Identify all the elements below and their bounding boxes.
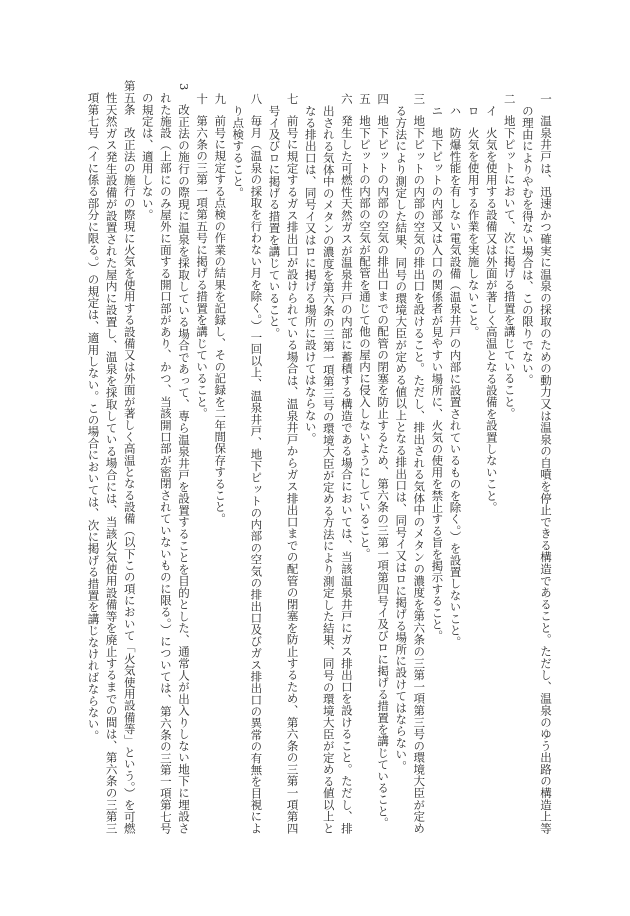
line-text: 号イ及びロに掲げる措置を講じていること。 <box>267 105 282 339</box>
line-text: 地下ピットの内部の空気の排出口までの配管の閉塞を防止するため、第六条の三第一項第四号イ及びロに掲げる措置を講じていること。 <box>376 115 391 829</box>
line-text: 防爆性能を有しない電気設備（温泉井戸の内部に設置されているものを除く。）を設置しないこと。 <box>448 127 463 648</box>
line-text: 出される気体中のメタンの濃度を第六条の三第一項第三号の環境大臣が定める方法により測定した結果、同号の環境大臣が定める値以上と <box>321 105 336 834</box>
item-number: 三 <box>412 93 427 105</box>
line-text: 第六条の三第一項第五号に掲げる措置を講じていること。 <box>195 115 210 420</box>
item-number: 十 <box>195 93 210 105</box>
line-text: 前号に規定するガス排出口が設けられている場合は、温泉井戸からガス排出口までの配管の閉塞を防止するため、第六条の三第一項第四 <box>285 115 300 834</box>
item-number: 一 <box>539 93 553 105</box>
item-number: 第五条 <box>122 80 137 116</box>
line-text: 改正法の施行の際現に温泉を採取している場合であって、専ら温泉井戸を設置することを目的とした、通常人が出入りしない地下に埋設さ <box>177 104 191 834</box>
line-text: 項第七号（イに係る部分に限る。）の規定は、適用しない。この場合においては、次に掲げる措置を講じなければならない。 <box>86 92 101 742</box>
item-number: 3 <box>177 83 191 91</box>
item-number: 九 <box>213 93 228 105</box>
line-text: 地下ピットの内部又は入口の関係者が見やすい場所に、火気の使用を禁止する旨を掲示すること。 <box>430 127 445 642</box>
item-number: 五 <box>358 93 372 105</box>
item-number: 六 <box>339 93 354 105</box>
line-text: 温泉井戸は、迅速かつ確実に温泉の採取のための動力又は温泉の自噴を停止できる構造であること。ただし、温泉のゆう出路の構造上等 <box>539 115 553 834</box>
item-number: 四 <box>376 93 391 105</box>
line-text: 地下ピットの内部の空気が配管を通じて他の屋内に侵入しないようにしていること。 <box>358 115 372 560</box>
line-text: 性天然ガス発生設備が設置された屋内に設置し、温泉を採取している場合には、当該火気使用設備等を廃止するまでの間は、第六条の三第三 <box>104 92 119 834</box>
line-text: の規定は、適用しない。 <box>140 92 155 221</box>
item-number: イ <box>484 105 499 117</box>
line-text: 改正法の施行の際現に火気を使用する設備又は外面が著しく高温となる設備（以下この項において「火気使用設備等」という。）を可燃 <box>122 127 137 834</box>
line-text: 毎月（温泉の採取を行わない月を除く。）一回以上、温泉井戸、地下ピットの内部の空気の排出口及びガス排出口の異常の有無を目視によ <box>249 115 264 834</box>
item-number: 二 <box>502 93 517 105</box>
line-text: の理由によりやむを得ない場合は、この限りでない。 <box>520 105 535 386</box>
item-number: ニ <box>430 105 445 117</box>
item-number: 八 <box>249 93 264 105</box>
item-number: 七 <box>285 93 300 105</box>
line-text: 発生した可燃性天然ガスが温泉井戸の内部に蓄積する構造である場合においては、当該温泉井戸にガス排出口を設けること。ただし、排 <box>339 115 354 834</box>
item-number: ハ <box>448 105 463 117</box>
line-text: 地下ピットの内部の空気の排出口を設けること。ただし、排出される気体中のメタンの濃度を第六条の三第一項第三号の環境大臣が定め <box>412 115 427 834</box>
line-text: れた施設（上部にのみ屋外に面する開口部があり、かつ、当該開口部が密閉されていないものに限る。）については、第六条の三第一項第七号 <box>158 92 173 834</box>
item-number: ロ <box>466 105 481 117</box>
line-text: り点検すること。 <box>231 105 246 199</box>
line-text: 前号に規定する点検の作業の結果を記録し、その記録を二年間保存すること。 <box>213 115 228 525</box>
line-text: 火気を使用する作業を実施しないこと。 <box>466 127 481 338</box>
line-text: 地下ピットにおいて、次に掲げる措置を講じていること。 <box>502 115 517 420</box>
line-text: 火気を使用する設備又は外面が著しく高温となる設備を設置しないこと。 <box>484 127 499 514</box>
line-text: る方法により測定した結果、同号の環境大臣が定める値以上となる排出口は、同号イ又はロに掲げる場所に設けてはならない。 <box>394 105 409 772</box>
line-text: なる排出口は、同号イ又はロに掲げる場所に設けてはならない。 <box>303 105 318 445</box>
